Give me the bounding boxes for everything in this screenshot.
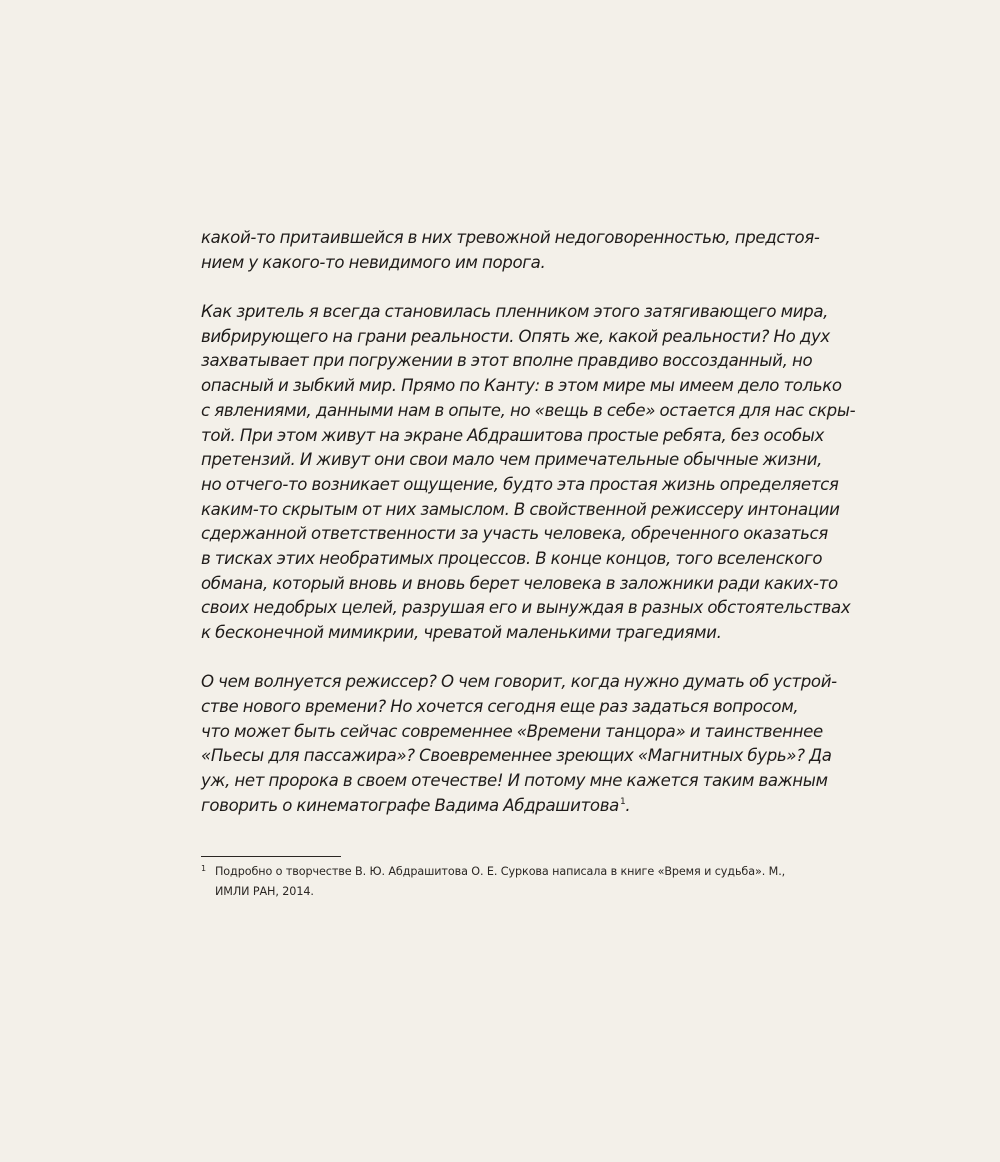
- text-line-last: [201, 794, 769, 819]
- footnote-reference[interactable]: 1: [619, 796, 626, 807]
- text-line: той. При этом живут на экране Абдрашитова простые ребята, без особых: [201, 425, 825, 445]
- text-line: стве нового времени? Но хочется сегодня еще раз задаться вопросом,: [201, 697, 799, 717]
- text-line: О чем волнуется режиссер? О чем говорит, когда нужно думать об устрой-: [201, 672, 837, 692]
- text-line: что может быть сейчас современнее «Времени танцора» и таинственнее: [201, 721, 823, 741]
- text-line: претензий. И живут они свои мало чем примечательные обычные жизни,: [201, 450, 823, 470]
- end-punctuation: .: [625, 795, 631, 815]
- text-line: своих недобрых целей, разрушая его и вынуждая в разных обстоятельствах: [201, 598, 851, 618]
- text-line: Как зритель я всегда становилась пленником этого затягивающего мира,: [201, 302, 829, 322]
- footnote-text: [215, 862, 786, 901]
- text-line: какой-то притаившейся в них тревожной недоговоренностью, предстоя-: [201, 228, 820, 247]
- footnote-line: Подробно о творчестве В. Ю. Абдрашитова О. Е. Суркова написала в книге «Время и судьба». М.,: [215, 865, 786, 878]
- text-line: нием у какого-то невидимого им порога.: [201, 252, 546, 272]
- text-line: с явлениями, данными нам в опыте, но «вещь в себе» остается для нас скры-: [201, 400, 856, 420]
- text-line: уж, нет пророка в своем отечестве! И потому мне кажется таким важным: [201, 771, 828, 791]
- text-line: вибрирующего на грани реальности. Опять же, какой реальности? Но дух: [201, 326, 830, 346]
- footnote-number: 1: [201, 864, 206, 873]
- text-line: опасный и зыбкий мир. Прямо по Канту: в этом мире мы имеем дело только: [201, 376, 842, 396]
- paragraph-3: [201, 670, 837, 818]
- footnote-divider: [201, 856, 341, 857]
- text-line: в тисках этих необратимых процессов. В конце концов, того вселенского: [201, 548, 823, 568]
- footnote: [201, 862, 786, 901]
- text-line: каким-то скрытым от них замыслом. В свойственной режиссеру интонации: [201, 499, 840, 519]
- text-line: говорить о кинематографе Вадима Абдрашитова: [201, 795, 619, 815]
- footnote-line: ИМЛИ РАН, 2014.: [215, 884, 314, 898]
- text-line: захватывает при погружении в этот вполне правдиво воссозданный, но: [201, 351, 813, 371]
- text-line: обмана, который вновь и вновь берет человека в заложники ради каких-то: [201, 573, 838, 593]
- text-line: сдержанной ответственности за участь человека, обреченного оказаться: [201, 524, 828, 544]
- paragraph-2: [201, 300, 856, 646]
- main-text: [201, 226, 856, 819]
- text-line: но отчего-то возникает ощущение, будто эта простая жизнь определяется: [201, 474, 839, 494]
- text-line: «Пьесы для пассажира»? Своевременнее зреющих «Магнитных бурь»? Да: [201, 746, 832, 766]
- paragraph-1: [201, 226, 820, 275]
- text-line: к бесконечной мимикрии, чреватой маленькими трагедиями.: [201, 623, 722, 642]
